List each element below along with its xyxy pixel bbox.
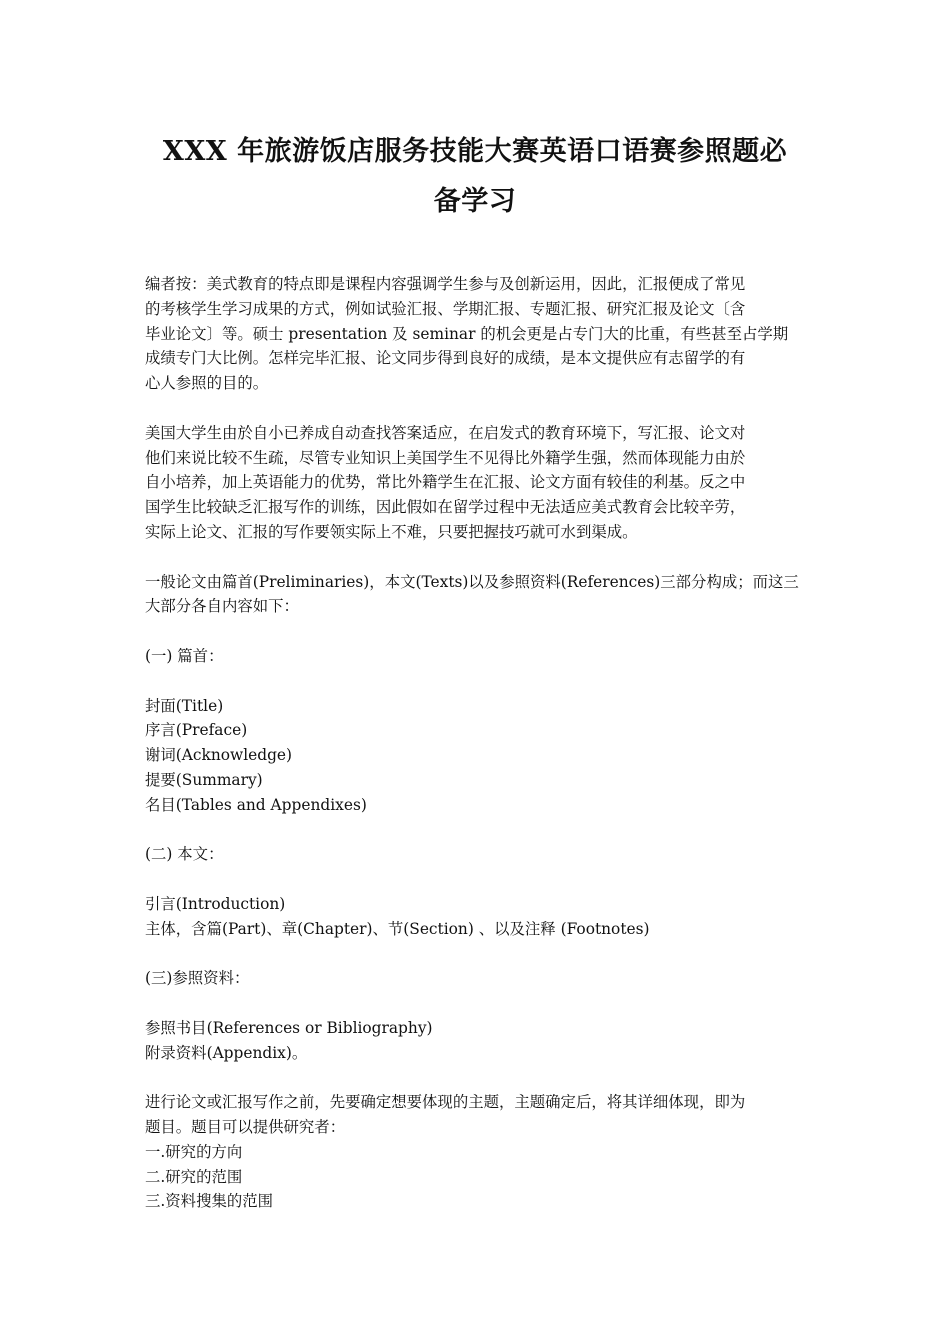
text-line: 一般论文由篇首(Preliminaries)，本文(Texts)以及参照资料(References)三部分构成；而这三 [145,572,799,591]
title-line-2: 备学习 [433,186,517,217]
text-line: 毕业论文〕等。硕士 presentation 及 seminar 的机会更是占专门大的比重，有些甚至占学期 [145,324,789,343]
section-3-heading-group [145,966,807,991]
paragraph-students [145,421,807,545]
list-item: 名目(Tables and Appendixes) [145,795,367,814]
list-item: 参照书目(References or Bibliography) [145,1018,433,1037]
intro-paragraph [145,272,807,396]
document-body [145,272,807,1214]
text-line: 进行论文或汇报写作之前，先要确定想要体现的主题，主题确定后，将其详细体现，即为 [145,1093,746,1112]
title-line-1: XXX 年旅游饭店服务技能大赛英语口语赛参照题必 [162,136,788,167]
text-line: 美国大学生由於自小已养成自动查找答案适应，在启发式的教育环境下，写汇报、论文对 [145,423,746,442]
text-line: 的考核学生学习成果的方式，例如试验汇报、学期汇报、专题汇报、研究汇报及论文〔含 [145,299,746,318]
text-line: 国学生比较缺乏汇报写作的训练，因此假如在留学过程中无法适应美式教育会比较辛劳， [145,498,746,517]
list-item: 附录资料(Appendix)。 [145,1043,308,1062]
text-line: 自小培养，加上英语能力的优势，常比外籍学生在汇报、论文方面有较佳的利基。反之中 [145,473,746,492]
list-item: 三.资料搜集的范围 [145,1192,274,1211]
list-item: 序言(Preface) [145,721,248,740]
list-item: 一.研究的方向 [145,1142,243,1161]
text-line: 成绩专门大比例。怎样完毕汇报、论文同步得到良好的成绩，是本文提供应有志留学的有 [145,349,746,368]
list-item: 谢词(Acknowledge) [145,746,293,765]
section-1-heading: (一) 篇首： [145,646,224,665]
list-item: 封面(Title) [145,696,224,715]
section-2-heading: (二) 本文： [145,845,224,864]
text-line: 他们来说比较不生疏，尽管专业知识上美国学生不见得比外籍学生强，然而体现能力由於 [145,448,746,467]
document-title [130,127,820,227]
section-2-heading-group [145,842,807,867]
list-item: 二.研究的范围 [145,1167,243,1186]
list-item: 引言(Introduction) [145,894,286,913]
text-line: 实际上论文、汇报的写作要领实际上不难，只要把握技巧就可水到渠成。 [145,522,638,541]
section-3-heading: (三)参照资料： [145,969,250,988]
paragraph-structure [145,570,807,620]
section-3-list [145,1016,807,1066]
section-1-heading-group [145,644,807,669]
paragraph-topic [145,1090,807,1214]
section-1-list [145,694,807,818]
text-line: 题目。题目可以提供研究者： [145,1118,346,1137]
section-2-list [145,892,807,942]
list-item: 提要(Summary) [145,770,263,789]
list-item: 主体，含篇(Part)、章(Chapter)、节(Section) 、以及注释 (Footnotes) [145,919,650,938]
text-line: 大部分各自内容如下： [145,597,299,616]
text-line: 心人参照的目的。 [145,374,269,393]
text-line: 编者按：美式教育的特点即是课程内容强调学生参与及创新运用，因此，汇报便成了常见 [145,275,746,293]
